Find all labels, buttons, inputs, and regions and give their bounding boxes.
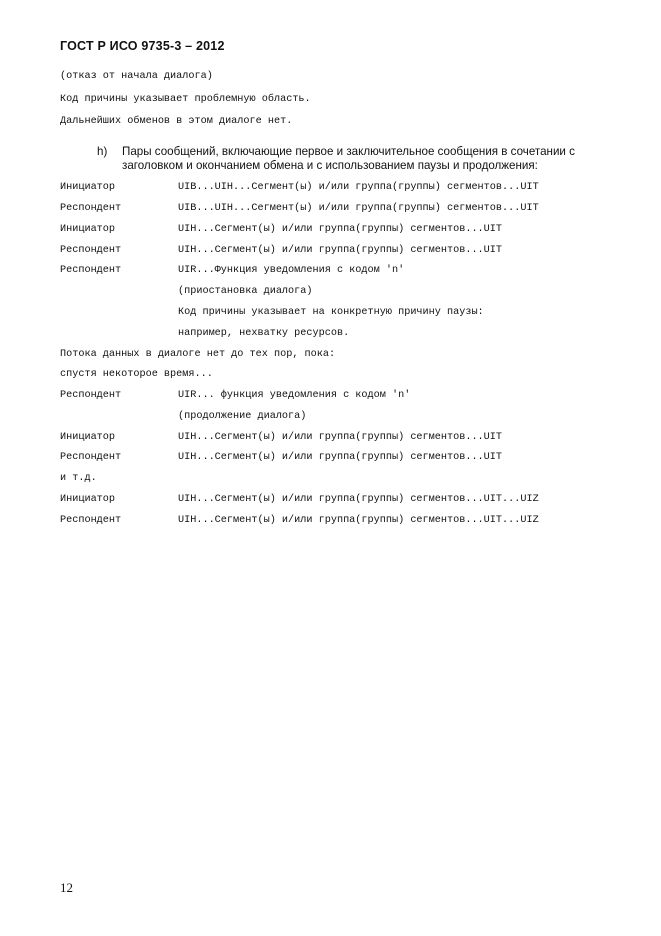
row-content: UIH...Сегмент(ы) и/или группа(группы) сегментов...UIT [178,245,503,256]
page-number: 12 [60,880,73,895]
intro-line-2: Код причины указывает проблемную область. [60,94,311,105]
row-content: UIH...Сегмент(ы) и/или группа(группы) сегментов...UIT [178,452,503,463]
row-content: UIR... функция уведомления с кодом 'n' [178,390,411,401]
row-role: Респондент [60,515,122,526]
row-role: Потока данных в диалоге нет до тех пор, пока: [60,349,336,360]
row-role: спустя некоторое время... [60,369,213,380]
row-role: Инициатор [60,432,116,443]
list-item-marker: h) [97,145,108,158]
row-content: UIH...Сегмент(ы) и/или группа(группы) сегментов...UIT...UIZ [178,515,539,526]
row-content: UIH...Сегмент(ы) и/или группа(группы) сегментов...UIT [178,224,503,235]
intro-line-3: Дальнейших обменов в этом диалоге нет. [60,116,293,127]
row-role: Респондент [60,452,122,463]
row-role: Инициатор [60,182,116,193]
row-role: Респондент [60,265,122,276]
row-role: Респондент [60,245,122,256]
row-content: UIB...UIH...Сегмент(ы) и/или группа(группы) сегментов...UIT [178,182,539,193]
document-header: ГОСТ Р ИСО 9735-3 – 2012 [60,39,225,53]
row-role: Инициатор [60,494,116,505]
intro-line-1: (отказ от начала диалога) [60,71,213,82]
row-content: UIR...Функция уведомления с кодом 'n' [178,265,405,276]
list-item-text: Пары сообщений, включающие первое и заключительное сообщения в сочетании с заголовком и окончанием обмена и с использованием паузы и продолжения: [122,145,575,172]
row-content: (приостановка диалога) [178,286,313,297]
row-content: Код причины указывает на конкретную причину паузы: [178,307,484,318]
row-content: UIB...UIH...Сегмент(ы) и/или группа(группы) сегментов...UIT [178,203,539,214]
row-content: UIH...Сегмент(ы) и/или группа(группы) сегментов...UIT...UIZ [178,494,539,505]
row-role: Респондент [60,390,122,401]
row-role: Респондент [60,203,122,214]
row-role: и т.д. [60,473,97,484]
row-content: например, нехватку ресурсов. [178,328,350,339]
row-content: UIH...Сегмент(ы) и/или группа(группы) сегментов...UIT [178,432,503,443]
row-role: Инициатор [60,224,116,235]
row-content: (продолжение диалога) [178,411,307,422]
